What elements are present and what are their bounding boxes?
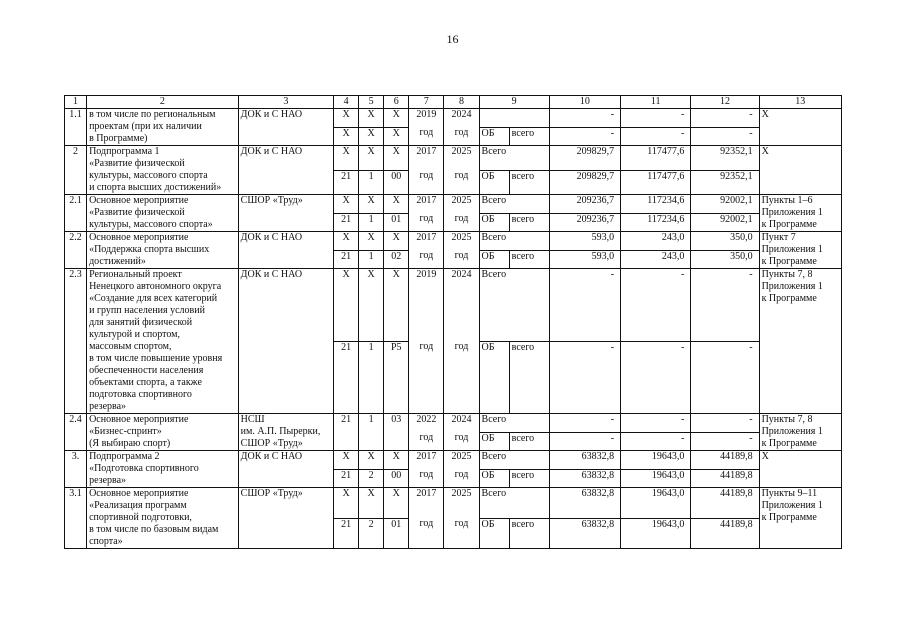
ob-col11: 19643,0 bbox=[621, 469, 691, 488]
table-row bbox=[65, 414, 842, 433]
total-label: Всего bbox=[479, 414, 549, 433]
code-cell: X bbox=[384, 488, 409, 519]
total-col10: 593,0 bbox=[549, 232, 620, 251]
total-label: Всего bbox=[479, 195, 549, 214]
row-name: Основное мероприятие «Развитие физической культуры, массового спорта» bbox=[87, 195, 239, 232]
code-cell: P5 bbox=[384, 341, 409, 414]
row-number: 3. bbox=[65, 451, 87, 488]
code-cell: X bbox=[359, 195, 384, 214]
row-number: 2.1 bbox=[65, 195, 87, 232]
total-col10: 63832,8 bbox=[549, 488, 620, 519]
row-note: Пункты 9–11 Приложения 1 к Программе bbox=[759, 488, 841, 549]
code-cell: X bbox=[384, 146, 409, 171]
ob-label: ОБ bbox=[479, 432, 509, 451]
code-cell: X bbox=[334, 269, 359, 342]
row-executor: ДОК и С НАО bbox=[238, 109, 333, 146]
ob-col11: 19643,0 bbox=[621, 518, 691, 549]
code-cell: 1 bbox=[359, 414, 384, 451]
year-end: 2025 bbox=[444, 146, 479, 171]
ob-col10: - bbox=[549, 341, 620, 414]
column-header: 3 bbox=[238, 96, 333, 109]
row-note: Пункт 7 Приложения 1 к Программе bbox=[759, 232, 841, 269]
code-cell: 21 bbox=[334, 213, 359, 232]
code-cell: X bbox=[334, 109, 359, 128]
year-end-unit: год bbox=[444, 170, 479, 195]
column-header: 9 bbox=[479, 96, 549, 109]
table-row bbox=[65, 195, 842, 214]
row-executor: ДОК и С НАО bbox=[238, 146, 333, 195]
code-cell: X bbox=[334, 451, 359, 470]
code-cell: 2 bbox=[359, 469, 384, 488]
table-row bbox=[65, 451, 842, 470]
total-label: Всего bbox=[479, 232, 549, 251]
total-col12: - bbox=[691, 109, 759, 128]
ob-col12: 92352,1 bbox=[691, 170, 759, 195]
year-end: 2025 bbox=[444, 451, 479, 470]
code-cell: 21 bbox=[334, 170, 359, 195]
ob-col12: - bbox=[691, 341, 759, 414]
ob-col11: - bbox=[621, 341, 691, 414]
program-table bbox=[64, 95, 842, 549]
ob-col12: 44189,8 bbox=[691, 469, 759, 488]
total-col10: 209236,7 bbox=[549, 195, 620, 214]
row-executor: СШОР «Труд» bbox=[238, 488, 333, 549]
year-end-unit: год bbox=[444, 250, 479, 269]
year-start: 2019 bbox=[409, 269, 444, 342]
page-number: 16 bbox=[446, 32, 459, 46]
year-end: 2024 bbox=[444, 269, 479, 342]
code-cell: 1 bbox=[359, 341, 384, 414]
year-start: 2017 bbox=[409, 451, 444, 470]
total-col10: - bbox=[549, 414, 620, 433]
vsego-label: всего bbox=[509, 170, 549, 195]
column-header: 11 bbox=[621, 96, 691, 109]
code-cell: 03 bbox=[384, 414, 409, 451]
year-end: 2025 bbox=[444, 488, 479, 519]
ob-col12: 44189,8 bbox=[691, 518, 759, 549]
row-name: в том числе по региональным проектам (при их наличии в Программе) bbox=[87, 109, 239, 146]
vsego-label: всего bbox=[509, 213, 549, 232]
code-cell: X bbox=[384, 269, 409, 342]
code-cell: 21 bbox=[334, 518, 359, 549]
code-cell: 01 bbox=[384, 213, 409, 232]
row-number: 2.4 bbox=[65, 414, 87, 451]
year-start: 2019 bbox=[409, 109, 444, 128]
total-col12: - bbox=[691, 414, 759, 433]
year-end-unit: год bbox=[444, 213, 479, 232]
ob-label: ОБ bbox=[479, 250, 509, 269]
ob-label: ОБ bbox=[479, 127, 509, 146]
total-col12: 92002,1 bbox=[691, 195, 759, 214]
year-start-unit: год bbox=[409, 250, 444, 269]
code-cell: 1 bbox=[359, 213, 384, 232]
code-cell: X bbox=[384, 127, 409, 146]
year-end-unit: год bbox=[444, 469, 479, 488]
code-cell: X bbox=[359, 488, 384, 519]
ob-col10: 209829,7 bbox=[549, 170, 620, 195]
year-end-unit: год bbox=[444, 432, 479, 451]
row-note: X bbox=[759, 109, 841, 146]
code-cell: 21 bbox=[334, 250, 359, 269]
total-label: Всего bbox=[479, 269, 549, 342]
code-cell: X bbox=[359, 269, 384, 342]
code-cell: X bbox=[359, 451, 384, 470]
year-start: 2022 bbox=[409, 414, 444, 433]
row-name: Основное мероприятие «Бизнес-спринт» (Я выбираю спорт) bbox=[87, 414, 239, 451]
ob-col11: 117234,6 bbox=[621, 213, 691, 232]
total-col12: - bbox=[691, 269, 759, 342]
code-cell: X bbox=[334, 488, 359, 519]
total-col10: 63832,8 bbox=[549, 451, 620, 470]
code-cell: 00 bbox=[384, 469, 409, 488]
code-cell: X bbox=[334, 146, 359, 171]
total-col12: 350,0 bbox=[691, 232, 759, 251]
ob-col10: 593,0 bbox=[549, 250, 620, 269]
ob-col12: 92002,1 bbox=[691, 213, 759, 232]
column-header: 4 bbox=[334, 96, 359, 109]
code-cell: X bbox=[334, 195, 359, 214]
row-note: Пункты 7, 8 Приложения 1 к Программе bbox=[759, 269, 841, 414]
total-label: Всего bbox=[479, 146, 549, 171]
total-col10: 209829,7 bbox=[549, 146, 620, 171]
vsego-label: всего bbox=[509, 250, 549, 269]
ob-label: ОБ bbox=[479, 213, 509, 232]
row-name: Основное мероприятие «Реализация программ спортивной подготовки, в том числе по базовым видам спорта» bbox=[87, 488, 239, 549]
ob-label: ОБ bbox=[479, 469, 509, 488]
row-executor: СШОР «Труд» bbox=[238, 195, 333, 232]
row-name: Основное мероприятие «Поддержка спорта высших достижений» bbox=[87, 232, 239, 269]
total-col11: 117234,6 bbox=[621, 195, 691, 214]
year-start: 2017 bbox=[409, 488, 444, 519]
row-note: X bbox=[759, 451, 841, 488]
ob-col10: 63832,8 bbox=[549, 518, 620, 549]
row-note: X bbox=[759, 146, 841, 195]
year-start-unit: год bbox=[409, 213, 444, 232]
column-header: 5 bbox=[359, 96, 384, 109]
code-cell: 21 bbox=[334, 341, 359, 414]
column-header: 13 bbox=[759, 96, 841, 109]
row-number: 3.1 bbox=[65, 488, 87, 549]
total-col11: 19643,0 bbox=[621, 451, 691, 470]
total-label-blank bbox=[479, 109, 549, 128]
total-col11: - bbox=[621, 269, 691, 342]
year-end-unit: год bbox=[444, 127, 479, 146]
code-cell: 1 bbox=[359, 250, 384, 269]
total-col11: 19643,0 bbox=[621, 488, 691, 519]
year-start-unit: год bbox=[409, 170, 444, 195]
code-cell: X bbox=[384, 451, 409, 470]
total-label: Всего bbox=[479, 451, 549, 470]
code-cell: X bbox=[384, 195, 409, 214]
row-executor: НСШ им. А.П. Пырерки, СШОР «Труд» bbox=[238, 414, 333, 451]
row-executor: ДОК и С НАО bbox=[238, 232, 333, 269]
year-start-unit: год bbox=[409, 127, 444, 146]
ob-col11: 243,0 bbox=[621, 250, 691, 269]
code-cell: 1 bbox=[359, 170, 384, 195]
code-cell: X bbox=[359, 232, 384, 251]
code-cell: 2 bbox=[359, 518, 384, 549]
code-cell: 21 bbox=[334, 469, 359, 488]
row-number: 2 bbox=[65, 146, 87, 195]
total-col12: 44189,8 bbox=[691, 488, 759, 519]
table-row bbox=[65, 488, 842, 519]
year-start: 2017 bbox=[409, 232, 444, 251]
row-number: 2.2 bbox=[65, 232, 87, 269]
ob-col12: - bbox=[691, 432, 759, 451]
ob-col11: 117477,6 bbox=[621, 170, 691, 195]
year-end: 2025 bbox=[444, 195, 479, 214]
year-start: 2017 bbox=[409, 146, 444, 171]
year-start-unit: год bbox=[409, 341, 444, 414]
total-col11: 117477,6 bbox=[621, 146, 691, 171]
row-number: 2.3 bbox=[65, 269, 87, 414]
code-cell: X bbox=[384, 109, 409, 128]
year-end: 2025 bbox=[444, 232, 479, 251]
code-cell: 00 bbox=[384, 170, 409, 195]
ob-col10: 63832,8 bbox=[549, 469, 620, 488]
code-cell: 02 bbox=[384, 250, 409, 269]
total-col12: 44189,8 bbox=[691, 451, 759, 470]
total-col11: 243,0 bbox=[621, 232, 691, 251]
total-label: Всего bbox=[479, 488, 549, 519]
code-cell: 21 bbox=[334, 414, 359, 451]
year-end-unit: год bbox=[444, 341, 479, 414]
vsego-label: всего bbox=[509, 518, 549, 549]
ob-label: ОБ bbox=[479, 341, 509, 414]
ob-col10: 209236,7 bbox=[549, 213, 620, 232]
column-header: 1 bbox=[65, 96, 87, 109]
ob-label: ОБ bbox=[479, 170, 509, 195]
code-cell: X bbox=[359, 127, 384, 146]
code-cell: X bbox=[334, 127, 359, 146]
header-row bbox=[65, 96, 842, 109]
code-cell: X bbox=[334, 232, 359, 251]
row-number: 1.1 bbox=[65, 109, 87, 146]
row-executor: ДОК и С НАО bbox=[238, 269, 333, 414]
year-start-unit: год bbox=[409, 432, 444, 451]
column-header: 7 bbox=[409, 96, 444, 109]
ob-col12: - bbox=[691, 127, 759, 146]
year-end: 2024 bbox=[444, 109, 479, 128]
vsego-label: всего bbox=[509, 469, 549, 488]
ob-col12: 350,0 bbox=[691, 250, 759, 269]
column-header: 6 bbox=[384, 96, 409, 109]
ob-col10: - bbox=[549, 127, 620, 146]
row-note: Пункты 7, 8 Приложения 1 к Программе bbox=[759, 414, 841, 451]
total-col10: - bbox=[549, 109, 620, 128]
column-header: 12 bbox=[691, 96, 759, 109]
row-note: Пункты 1–6 Приложения 1 к Программе bbox=[759, 195, 841, 232]
vsego-label: всего bbox=[509, 432, 549, 451]
table-body bbox=[65, 96, 842, 549]
total-col10: - bbox=[549, 269, 620, 342]
year-start: 2017 bbox=[409, 195, 444, 214]
table-row bbox=[65, 232, 842, 251]
ob-label: ОБ bbox=[479, 518, 509, 549]
year-end-unit: год bbox=[444, 518, 479, 549]
row-executor: ДОК и С НАО bbox=[238, 451, 333, 488]
table-row bbox=[65, 269, 842, 342]
row-name: Подпрограмма 2 «Подготовка спортивного резерва» bbox=[87, 451, 239, 488]
code-cell: X bbox=[384, 232, 409, 251]
ob-col11: - bbox=[621, 127, 691, 146]
ob-col10: - bbox=[549, 432, 620, 451]
vsego-label: всего bbox=[509, 341, 549, 414]
code-cell: X bbox=[359, 109, 384, 128]
column-header: 8 bbox=[444, 96, 479, 109]
row-name: Региональный проект Ненецкого автономного округа «Создание для всех категорий и групп населения условий для занятий физической культурой и спортом, массовым спортом, в том числе повышение уровня обеспеченности населения объектами спорта, а также подготовка спортивного резерва» bbox=[87, 269, 239, 414]
column-header: 10 bbox=[549, 96, 620, 109]
year-start-unit: год bbox=[409, 518, 444, 549]
year-start-unit: год bbox=[409, 469, 444, 488]
total-col11: - bbox=[621, 109, 691, 128]
year-end: 2024 bbox=[444, 414, 479, 433]
vsego-label: всего bbox=[509, 127, 549, 146]
code-cell: 01 bbox=[384, 518, 409, 549]
ob-col11: - bbox=[621, 432, 691, 451]
row-name: Подпрограмма 1 «Развитие физической культуры, массового спорта и спорта высших достижений» bbox=[87, 146, 239, 195]
table-row bbox=[65, 146, 842, 171]
column-header: 2 bbox=[87, 96, 239, 109]
table-row bbox=[65, 109, 842, 128]
code-cell: X bbox=[359, 146, 384, 171]
total-col12: 92352,1 bbox=[691, 146, 759, 171]
total-col11: - bbox=[621, 414, 691, 433]
